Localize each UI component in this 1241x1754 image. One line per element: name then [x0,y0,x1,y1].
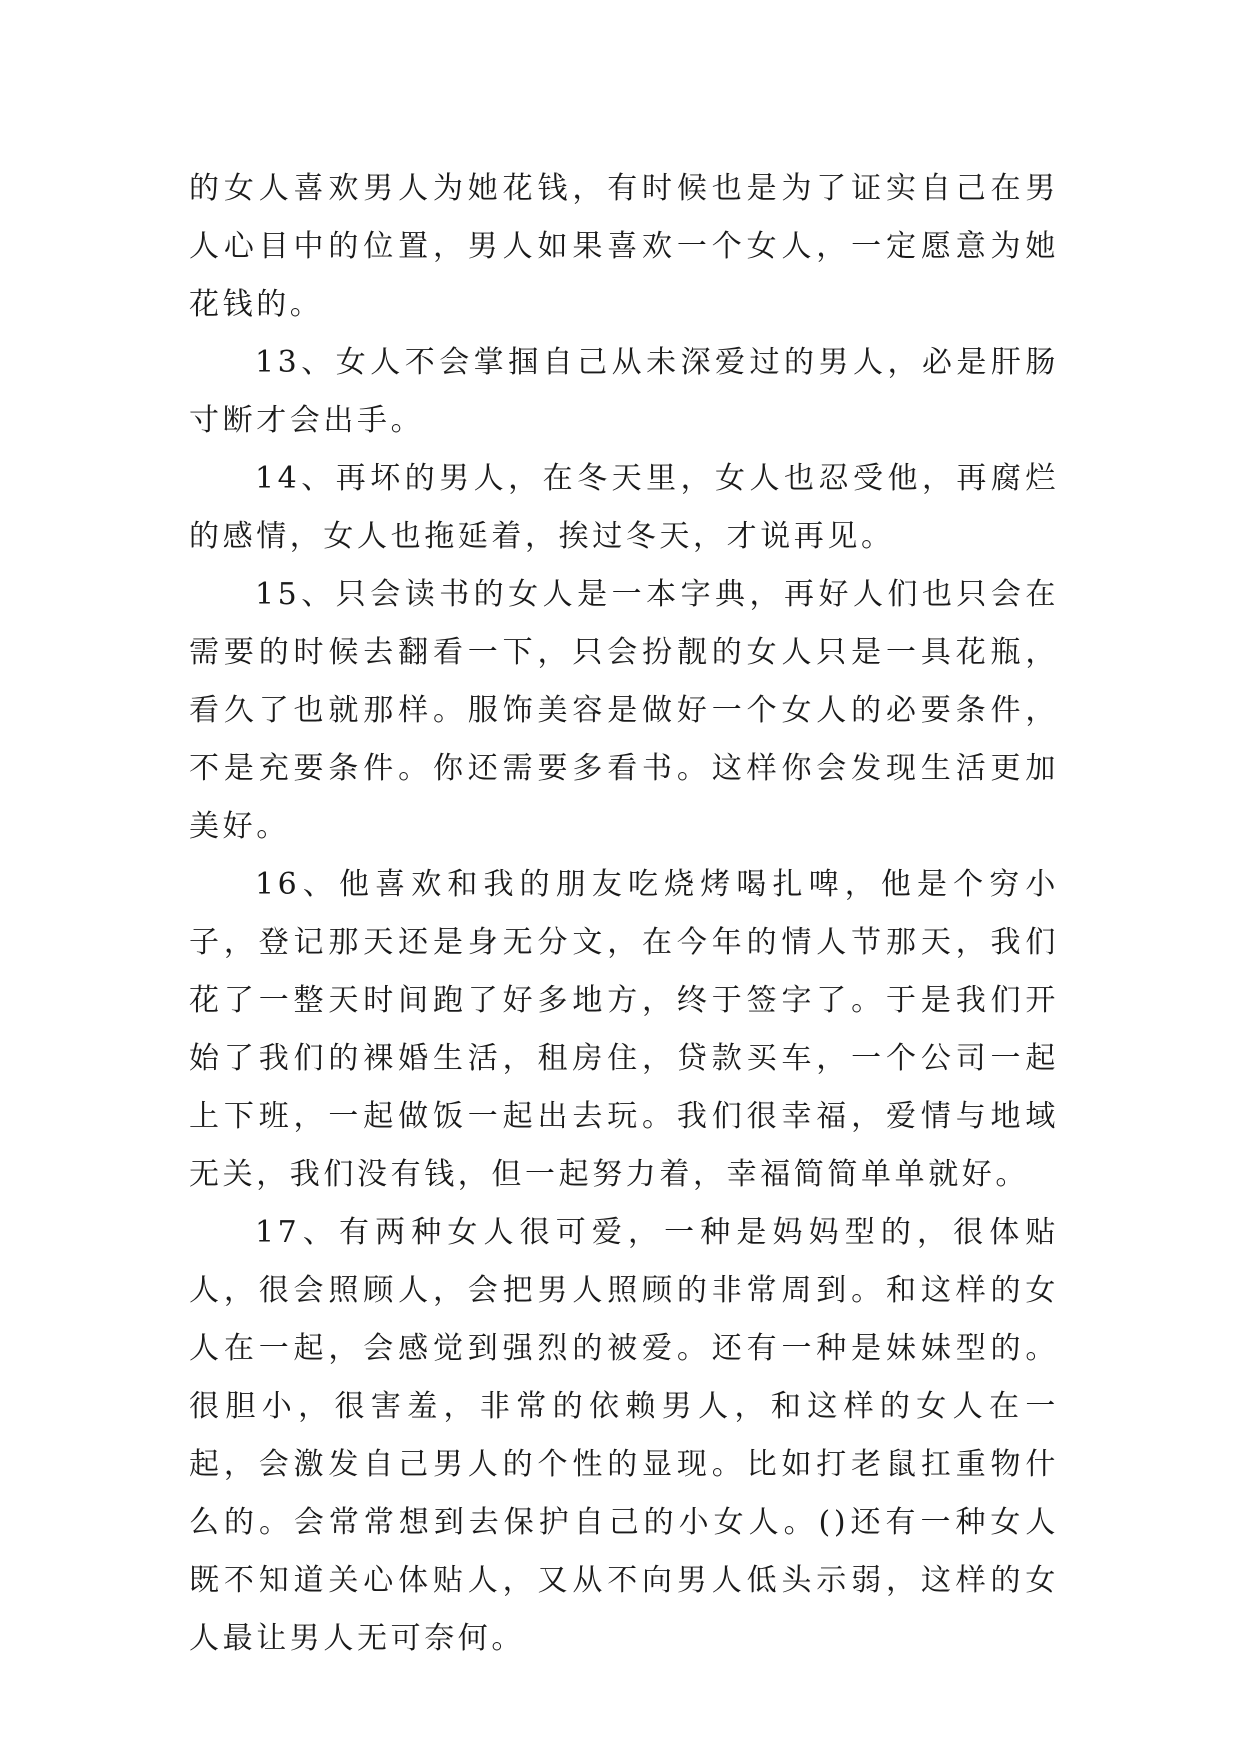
paragraph-continuation: 的女人喜欢男人为她花钱，有时候也是为了证实自己在男人心目中的位置，男人如果喜欢一个女人，一定愿意为她花钱的。 [189,171,1059,322]
paragraph-14: 14、再坏的男人，在冬天里，女人也忍受他，再腐烂的感情，女人也拖延着，挨过冬天，才说再见。 [189,461,1059,554]
paragraph-13: 13、女人不会掌掴自己从未深爱过的男人，必是肝肠寸断才会出手。 [189,345,1059,438]
paragraph-16: 16、他喜欢和我的朋友吃烧烤喝扎啤，他是个穷小子，登记那天还是身无分文，在今年的情人节那天，我们花了一整天时间跑了好多地方，终于签字了。于是我们开始了我们的裸婚生活，租房住，贷款买车，一个公司一起上下班，一起做饭一起出去玩。我们很幸福，爱情与地域无关，我们没有钱，但一起努力着，幸福简简单单就好。 [189,867,1059,1192]
paragraph-17: 17、有两种女人很可爱，一种是妈妈型的，很体贴人，很会照顾人，会把男人照顾的非常周到。和这样的女人在一起，会感觉到强烈的被爱。还有一种是妹妹型的。很胆小，很害羞，非常的依赖男人，和这样的女人在一起，会激发自己男人的个性的显现。比如打老鼠扛重物什么的。会常常想到去保护自己的小女人。()还有一种女人既不知道关心体贴人，又从不向男人低头示弱，这样的女人最让男人无可奈何。 [189,1215,1059,1656]
body-text [189,160,1059,1668]
paragraph-15: 15、只会读书的女人是一本字典，再好人们也只会在需要的时候去翻看一下，只会扮靓的女人只是一具花瓶，看久了也就那样。服饰美容是做好一个女人的必要条件，不是充要条件。你还需要多看书。这样你会发现生活更加美好。 [189,577,1059,844]
